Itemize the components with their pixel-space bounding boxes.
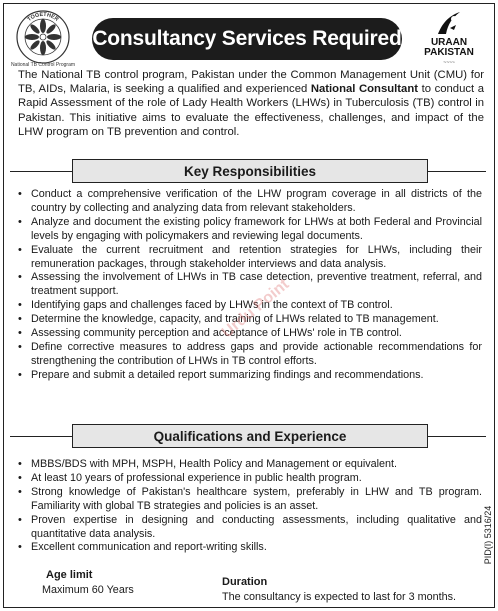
section-heading-qualifications: Qualifications and Experience [72, 424, 428, 448]
intro-paragraph [18, 68, 484, 139]
list-item: • Excellent communication and report-writing skills. [16, 541, 482, 555]
intro-highlight: National Consultant [310, 83, 418, 96]
list-item: • Assessing community perception and acceptance of LHWs' role in TB control. [16, 327, 482, 341]
duration-value: The consultancy is expected to last for 3 months. [222, 591, 457, 603]
tb-control-program-emblem-icon [14, 8, 72, 66]
page-title: Consultancy Services Required [92, 18, 402, 60]
list-item: • Determine the knowledge, capacity, and training of LHWs related to TB management. [16, 313, 482, 327]
list-item: • Identifying gaps and challenges faced by LHWs in the context of TB control. [16, 299, 482, 313]
list-item: • Analyze and document the existing policy framework for LHWs at both Federal and Provincial levels by engaging with policymakers and reviewing legal documents. [16, 216, 482, 244]
logo-arc-text: TOGETHER [26, 11, 60, 23]
list-item: • Strong knowledge of Pakistan's healthcare system, preferably in LHW and TB program. Familiarity with global TB strategies and policies is an asset. [16, 486, 482, 514]
uraan-pakistan-name: URAAN PAKISTAN [424, 37, 474, 58]
list-item: • Assessing the involvement of LHWs in TB case detection, preventive treatment, referral, and treatment support. [16, 271, 482, 299]
intro-text-1: The National TB control program, Pakistan under the Common Management Unit (CMU) for TB, AIDs, Malaria, is seeking a qualified and experienced [18, 69, 484, 96]
pid-text: PID(I) 5316/24 [483, 505, 493, 565]
list-item: • Conduct a comprehensive verification of the LHW program coverage in all districts of the country by collecting and analyzing data from relevant stakeholders. [16, 188, 482, 216]
list-item: • Prepare and submit a detailed report summarizing findings and recommendations. [16, 369, 482, 383]
list-item: • At least 10 years of professional experience in public health program. [16, 472, 482, 486]
list-item: • Evaluate the current recruitment and retention strategies for LHWs, including their remuneration packages, through stakeholder interviews and data analysis. [16, 244, 482, 272]
intro-text-2: to conduct a Rapid Assessment of the role of Lady Health Workers (LHWs) in Tuberculosis (TB) control in Pakistan. This initiative aims to evaluate the effectiveness, challenges, and impact of the LHW program on TB prevention and control. [18, 83, 484, 138]
list-item: • MBBS/BDS with MPH, MSPH, Health Policy and Management or equivalent. [16, 458, 482, 472]
age-limit-label: Age limit [46, 569, 93, 581]
list-item: • Proven expertise in designing and conducting assessments, including qualitative and quantitative data analysis. [16, 514, 482, 542]
responsibilities-list [16, 188, 482, 383]
duration-label: Duration [222, 576, 268, 588]
list-item: • Define corrective measures to address gaps and provide actionable recommendations for strengthening the contribution of LHWs in TB control efforts. [16, 341, 482, 369]
uraan-pakistan-logo [420, 8, 478, 70]
uraan-pakistan-flag-logo-icon [434, 10, 464, 38]
section-heading-responsibilities: Key Responsibilities [72, 159, 428, 183]
logo-tagline: ~~~~ [443, 60, 455, 66]
age-limit-value: Maximum 60 Years [42, 584, 134, 596]
qualifications-list [16, 458, 482, 555]
pid-number [481, 480, 495, 590]
watermark: Urdu Point [218, 275, 293, 342]
logo-caption: National TB Control Program [10, 62, 76, 68]
